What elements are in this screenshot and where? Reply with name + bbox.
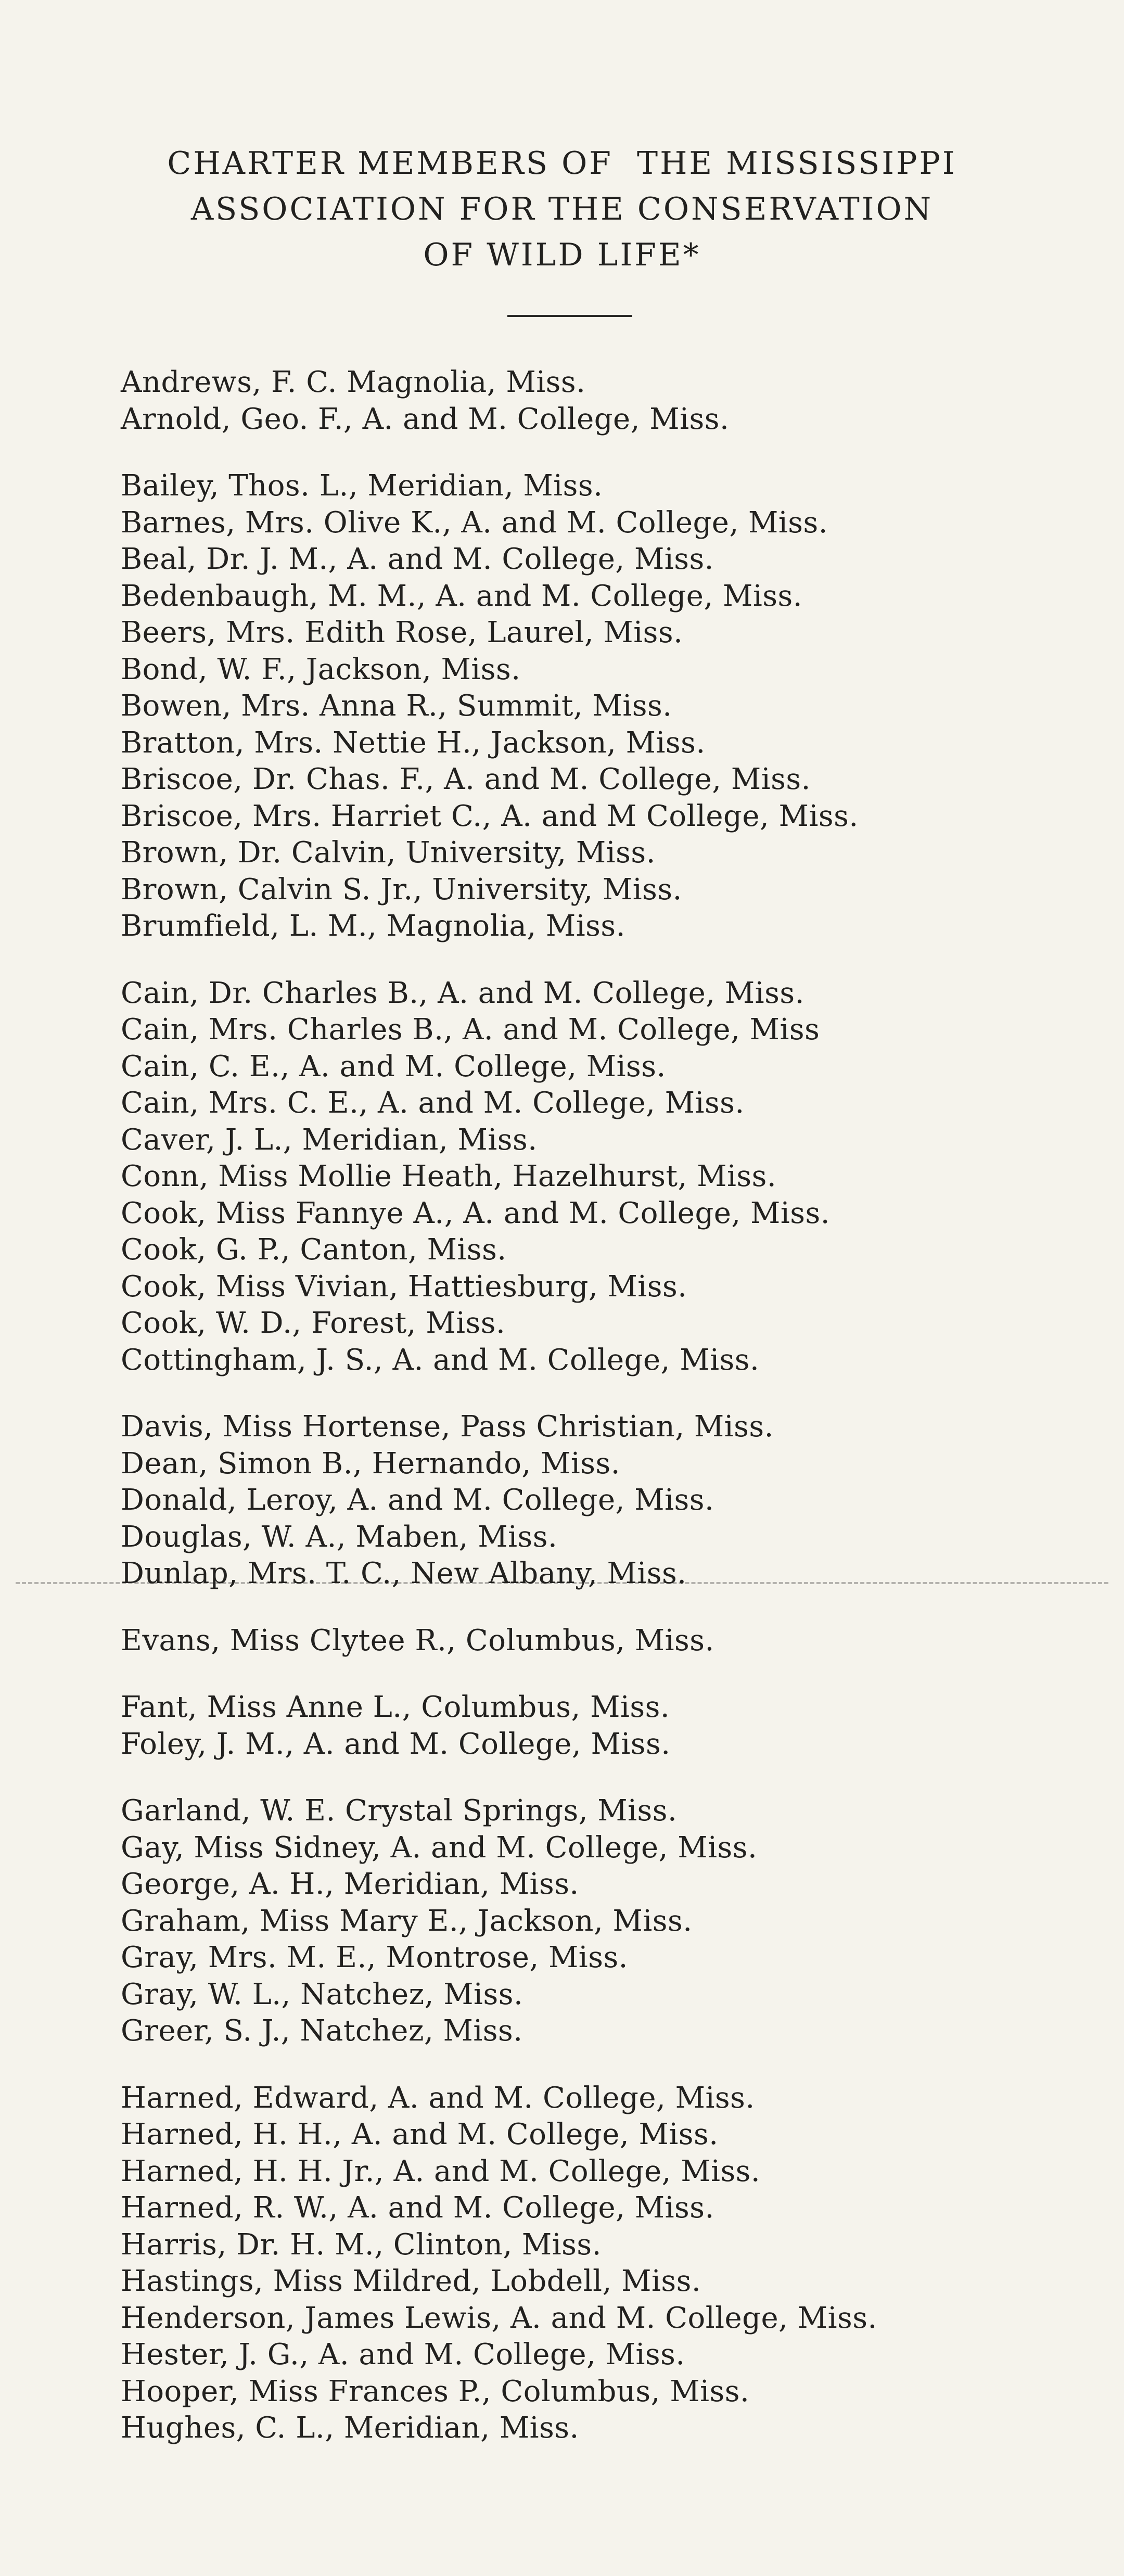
member-entry: Briscoe, Dr. Chas. F., A. and M. College, Miss. (121, 762, 811, 796)
member-entry: Garland, W. E. Crystal Springs, Miss. (121, 1794, 678, 1828)
member-group-d (121, 1409, 1109, 1592)
member-entry: Briscoe, Mrs. Harriet C., A. and M College, Miss. (121, 799, 859, 833)
member-entry: Greer, S. J., Natchez, Miss. (121, 2014, 523, 2048)
member-entry: Barnes, Mrs. Olive K., A. and M. College, Miss. (121, 505, 828, 540)
member-group-f (121, 1689, 1109, 1763)
page-title (0, 141, 1124, 278)
member-entry: Hester, J. G., A. and M. College, Miss. (121, 2338, 685, 2371)
member-group-b (121, 468, 1109, 945)
member-entry: Hughes, C. L., Meridian, Miss. (121, 2411, 579, 2445)
member-entry: Harned, H. H. Jr., A. and M. College, Miss. (121, 2154, 761, 2188)
member-entry: Bowen, Mrs. Anna R., Summit, Miss. (121, 689, 672, 723)
member-entry: Cottingham, J. S., A. and M. College, Miss. (121, 1343, 760, 1377)
member-entry: Graham, Miss Mary E., Jackson, Miss. (121, 1904, 693, 1938)
member-entry: Cook, Miss Fannye A., A. and M. College, Miss. (121, 1196, 831, 1230)
member-entry: Cain, Mrs. C. E., A. and M. College, Miss. (121, 1086, 745, 1120)
member-entry: Caver, J. L., Meridian, Miss. (121, 1123, 538, 1157)
member-entry: Douglas, W. A., Maben, Miss. (121, 1520, 558, 1554)
member-entry: Andrews, F. C. Magnolia, Miss. (121, 365, 586, 399)
member-entry: Bailey, Thos. L., Meridian, Miss. (121, 469, 603, 503)
member-entry: Hooper, Miss Frances P., Columbus, Miss. (121, 2374, 750, 2408)
member-entry: Henderson, James Lewis, A. and M. College, Miss. (121, 2301, 877, 2335)
member-entry: Arnold, Geo. F., A. and M. College, Miss. (121, 402, 730, 436)
member-entry: Harned, R. W., A. and M. College, Miss. (121, 2191, 714, 2225)
member-entry: Davis, Miss Hortense, Pass Christian, Miss. (121, 1410, 774, 1444)
member-entry: Beal, Dr. J. M., A. and M. College, Miss. (121, 542, 714, 576)
member-entry: Cook, G. P., Canton, Miss. (121, 1233, 507, 1267)
member-group-e (121, 1623, 1109, 1660)
member-entry: Dunlap, Mrs. T. C., New Albany, Miss. (121, 1557, 687, 1590)
member-entry: Beers, Mrs. Edith Rose, Laurel, Miss. (121, 616, 683, 649)
member-entry: Harris, Dr. H. M., Clinton, Miss. (121, 2227, 602, 2262)
title-line: CHARTER MEMBERS OF THE MISSISSIPPI (167, 145, 957, 182)
member-entry: Gray, Mrs. M. E., Montrose, Miss. (121, 1941, 628, 1974)
member-list (121, 364, 1109, 2477)
title-line: OF WILD LIFE* (423, 237, 701, 273)
member-entry: Harned, Edward, A. and M. College, Miss. (121, 2081, 755, 2115)
member-entry: Harned, H. H., A. and M. College, Miss. (121, 2118, 719, 2151)
title-line: ASSOCIATION FOR THE CONSERVATION (190, 191, 934, 227)
member-entry: Gay, Miss Sidney, A. and M. College, Miss. (121, 1830, 758, 1865)
member-entry: Cook, Miss Vivian, Hattiesburg, Miss. (121, 1269, 687, 1304)
title-divider (507, 315, 632, 317)
member-group-h (121, 2080, 1109, 2447)
member-entry: Brown, Dr. Calvin, University, Miss. (121, 836, 656, 870)
member-entry: Fant, Miss Anne L., Columbus, Miss. (121, 1690, 670, 1724)
member-group-c (121, 975, 1109, 1379)
member-group-g (121, 1793, 1109, 2050)
member-entry: Brown, Calvin S. Jr., University, Miss. (121, 872, 682, 907)
member-entry: Brumfield, L. M., Magnolia, Miss. (121, 909, 625, 943)
member-entry: Gray, W. L., Natchez, Miss. (121, 1977, 523, 2011)
member-entry: Bond, W. F., Jackson, Miss. (121, 652, 521, 686)
member-group-a (121, 364, 1109, 438)
member-entry: Bedenbaugh, M. M., A. and M. College, Miss. (121, 579, 803, 613)
member-entry: Donald, Leroy, A. and M. College, Miss. (121, 1483, 714, 1517)
member-entry: Hastings, Miss Mildred, Lobdell, Miss. (121, 2264, 701, 2298)
member-entry: Cain, C. E., A. and M. College, Miss. (121, 1049, 666, 1083)
member-entry: Cook, W. D., Forest, Miss. (121, 1306, 506, 1340)
member-entry: George, A. H., Meridian, Miss. (121, 1867, 579, 1901)
member-entry: Dean, Simon B., Hernando, Miss. (121, 1446, 621, 1481)
member-entry: Evans, Miss Clytee R., Columbus, Miss. (121, 1623, 714, 1657)
member-entry: Cain, Dr. Charles B., A. and M. College, Miss. (121, 976, 804, 1010)
member-entry: Cain, Mrs. Charles B., A. and M. College, Miss (121, 1013, 820, 1047)
member-entry: Bratton, Mrs. Nettie H., Jackson, Miss. (121, 725, 706, 760)
member-entry: Conn, Miss Mollie Heath, Hazelhurst, Miss. (121, 1159, 777, 1193)
member-entry: Foley, J. M., A. and M. College, Miss. (121, 1727, 671, 1761)
